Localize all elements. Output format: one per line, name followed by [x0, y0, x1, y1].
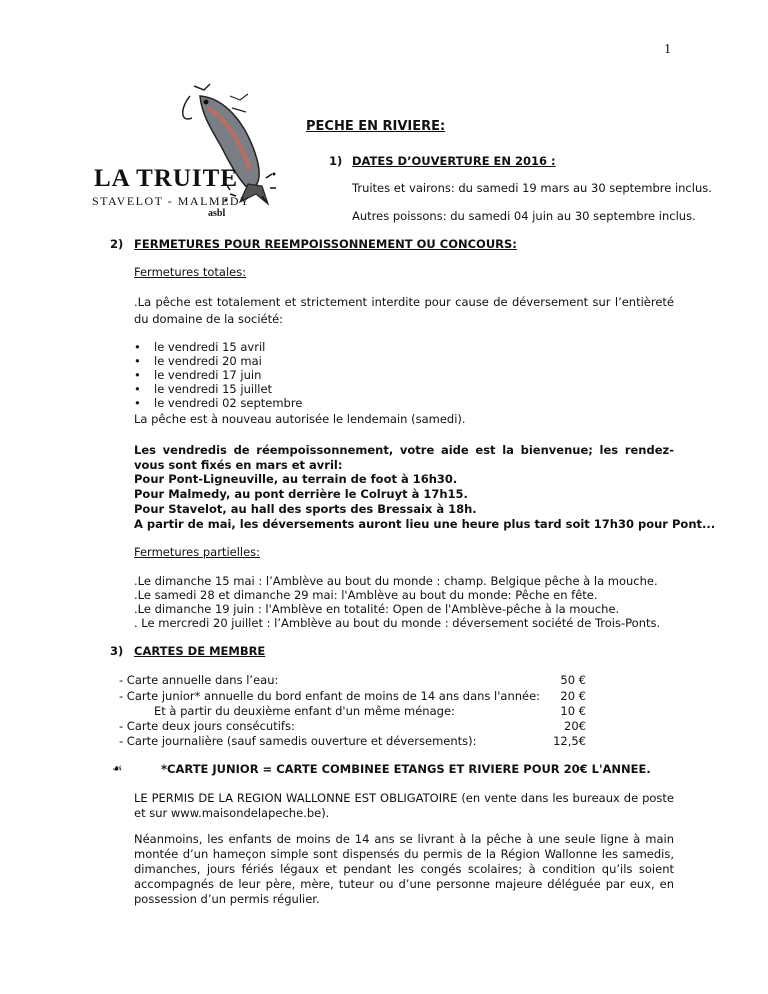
- list-item: • le vendredi 15 juillet: [134, 382, 273, 396]
- fleuron-icon: ☙: [112, 761, 123, 775]
- page-heading: PECHE EN RIVIERE:: [306, 119, 446, 134]
- junior-note: *CARTE JUNIOR = CARTE COMBINEE ETANGS ET RIVIERE POUR 20€ L'ANNEE.: [161, 762, 651, 776]
- rdv-line: Pour Pont-Ligneuville, au terrain de foot à 16h30.: [134, 472, 458, 486]
- fermetures-totales-title: Fermetures totales:: [134, 265, 247, 279]
- section1-line1: Truites et vairons: du samedi 19 mars au 30 septembre inclus.: [352, 181, 712, 195]
- card-label: - Carte journalière (sauf samedis ouverture et déversements):: [119, 734, 477, 748]
- closure-date-list: [134, 340, 302, 410]
- card-price: 50 €: [560, 673, 586, 687]
- logo-title: LA TRUITE: [94, 165, 239, 192]
- section1-number: 1): [329, 154, 343, 168]
- logo-asbl: asbl: [208, 208, 226, 219]
- partial-closure-item: .Le dimanche 15 mai : l’Amblève au bout du monde : champ. Belgique pêche à la mouche.: [134, 574, 658, 588]
- list-item: • le vendredi 17 juin: [134, 368, 262, 382]
- card-price: 20 €: [560, 689, 586, 703]
- card-price: 12,5€: [553, 734, 586, 748]
- section3-number: 3): [110, 644, 124, 658]
- section1-title: DATES D’OUVERTURE EN 2016 :: [352, 154, 556, 168]
- reempoissonnement-intro: Les vendredis de réempoissonnement, votre aide est la bienvenue; les rendez-vous sont fixés en mars et avril:: [134, 443, 674, 472]
- card-price: 10 €: [560, 704, 586, 718]
- neanmoins-text: Néanmoins, les enfants de moins de 14 ans se livrant à la pêche à une seule ligne à main montée d’un hameçon simple sont dispensés du permis de la Région Wallonne les samedis, dimanches, jours fériés légaux et pendant les congés scolaires; à condition qu’ils soient accompagnés de leur père, mère, tuteur ou d’une personne majeure déléguée par eux, en possession d’un permis régulier.: [134, 832, 674, 906]
- partial-closure-item: .Le samedi 28 et dimanche 29 mai: l'Amblève au bout du monde: Pêche en fête.: [134, 588, 598, 602]
- fermetures-totales-intro: .La pêche est totalement et strictement interdite pour cause de déversement sur l’entièreté du domaine de la société:: [134, 295, 674, 326]
- partial-closure-item: . Le mercredi 20 juillet : l’Amblève au bout du monde : déversement société de Trois-Ponts.: [134, 616, 661, 630]
- card-label: - Carte annuelle dans l’eau:: [119, 673, 279, 687]
- fermetures-after: La pêche est à nouveau autorisée le lendemain (samedi).: [134, 412, 466, 426]
- section1-line2: Autres poissons: du samedi 04 juin au 30 septembre inclus.: [352, 209, 696, 223]
- card-label: - Carte junior* annuelle du bord enfant de moins de 14 ans dans l'année:: [119, 689, 541, 703]
- section2-title: FERMETURES POUR REEMPOISSONNEMENT OU CONCOURS:: [134, 237, 517, 251]
- logo-subtitle: STAVELOT - MALMEDY: [92, 194, 251, 208]
- page-number: 1: [664, 42, 671, 57]
- list-item: • le vendredi 02 septembre: [134, 396, 303, 410]
- partial-closure-item: .Le dimanche 19 juin : l'Amblève en totalité: Open de l'Amblève-pêche à la mouche.: [134, 602, 620, 616]
- card-label: - Carte deux jours consécutifs:: [119, 719, 295, 733]
- section2-number: 2): [110, 237, 124, 251]
- list-item: • le vendredi 20 mai: [134, 354, 262, 368]
- rdv-line: Pour Malmedy, au pont derrière le Colruyt à 17h15.: [134, 487, 468, 501]
- permis-text: LE PERMIS DE LA REGION WALLONNE EST OBLIGATOIRE (en vente dans les bureaux de poste et sur www.maisondelapeche.be).: [134, 791, 674, 820]
- rdv-line: Pour Stavelot, au hall des sports des Bressaix à 18h.: [134, 502, 477, 516]
- card-price: 20€: [564, 719, 586, 733]
- rdv-line: A partir de mai, les déversements auront lieu une heure plus tard soit 17h30 pour Pont...: [134, 517, 716, 531]
- list-item: • le vendredi 15 avril: [134, 340, 266, 354]
- fermetures-partielles-title: Fermetures partielles:: [134, 545, 261, 559]
- card-label: Et à partir du deuxième enfant d'un même ménage:: [154, 704, 455, 718]
- section3-title: CARTES DE MEMBRE: [134, 644, 266, 658]
